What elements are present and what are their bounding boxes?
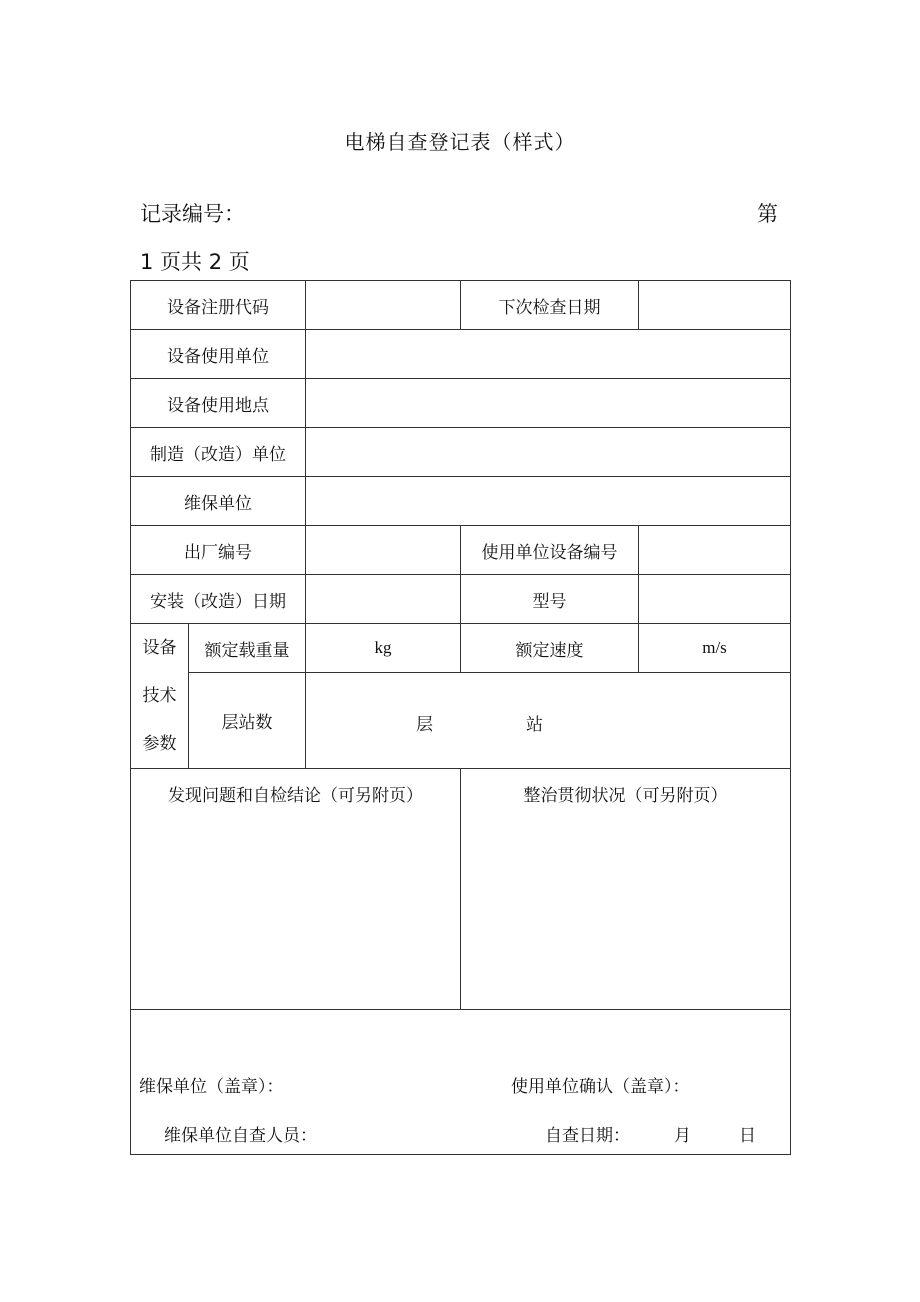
- tech-params-label: [131, 624, 189, 769]
- tech-params-char-3: 参数: [142, 734, 177, 754]
- user-equip-no-field[interactable]: [639, 526, 791, 575]
- user-unit-field[interactable]: [306, 330, 791, 379]
- user-equip-no-label: 使用单位设备编号: [461, 526, 639, 575]
- floors-field[interactable]: [306, 673, 791, 769]
- next-check-date-label: 下次检查日期: [461, 281, 639, 330]
- findings-area[interactable]: [131, 769, 461, 1010]
- record-number-label: 记录编号：: [140, 202, 245, 226]
- rated-speed-field[interactable]: [639, 624, 791, 673]
- form-title: 电梯自查登记表（样式）: [344, 130, 576, 154]
- tech-params-char-2: 技术: [142, 686, 177, 706]
- month-label: 月: [674, 1126, 691, 1146]
- maint-person-label: 维保单位自查人员：: [164, 1126, 317, 1146]
- rated-load-label: 额定载重量: [189, 624, 306, 673]
- user-confirm-label: 使用单位确认（盖章）：: [511, 1077, 690, 1097]
- manufacturer-field[interactable]: [306, 428, 791, 477]
- maint-unit-field[interactable]: [306, 477, 791, 526]
- page-number-prefix: 第: [757, 202, 778, 226]
- install-date-label: 安装（改造）日期: [131, 575, 306, 624]
- reg-code-field[interactable]: [306, 281, 461, 330]
- self-check-form: [130, 280, 791, 1155]
- page-number-suffix: 1 页共 2 页: [140, 250, 250, 274]
- reg-code-label: 设备注册代码: [131, 281, 306, 330]
- next-check-date-field[interactable]: [639, 281, 791, 330]
- model-label: 型号: [461, 575, 639, 624]
- tech-params-char-1: 设备: [142, 638, 177, 658]
- maint-unit-label: 维保单位: [131, 477, 306, 526]
- check-date-label: 自查日期：: [545, 1126, 630, 1146]
- model-field[interactable]: [639, 575, 791, 624]
- day-label: 日: [739, 1126, 756, 1146]
- signature-area: [131, 1010, 791, 1155]
- maint-seal-label: 维保单位（盖章）：: [139, 1077, 284, 1097]
- user-address-label: 设备使用地点: [131, 379, 306, 428]
- user-unit-label: 设备使用单位: [131, 330, 306, 379]
- install-date-field[interactable]: [306, 575, 461, 624]
- findings-header: 发现问题和自检结论（可另附页）: [168, 786, 423, 806]
- rated-load-unit: kg: [374, 638, 392, 658]
- factory-no-field[interactable]: [306, 526, 461, 575]
- rated-speed-unit: m/s: [702, 638, 727, 658]
- factory-no-label: 出厂编号: [131, 526, 306, 575]
- rectify-area[interactable]: [461, 769, 791, 1010]
- floor-unit: 层: [416, 714, 433, 735]
- manufacturer-label: 制造（改造）单位: [131, 428, 306, 477]
- rectify-header: 整治贯彻状况（可另附页）: [523, 786, 728, 806]
- rated-speed-label: 额定速度: [461, 624, 639, 673]
- user-address-field[interactable]: [306, 379, 791, 428]
- station-unit: 站: [526, 714, 543, 735]
- floors-label: 层站数: [189, 673, 306, 769]
- rated-load-field[interactable]: [306, 624, 461, 673]
